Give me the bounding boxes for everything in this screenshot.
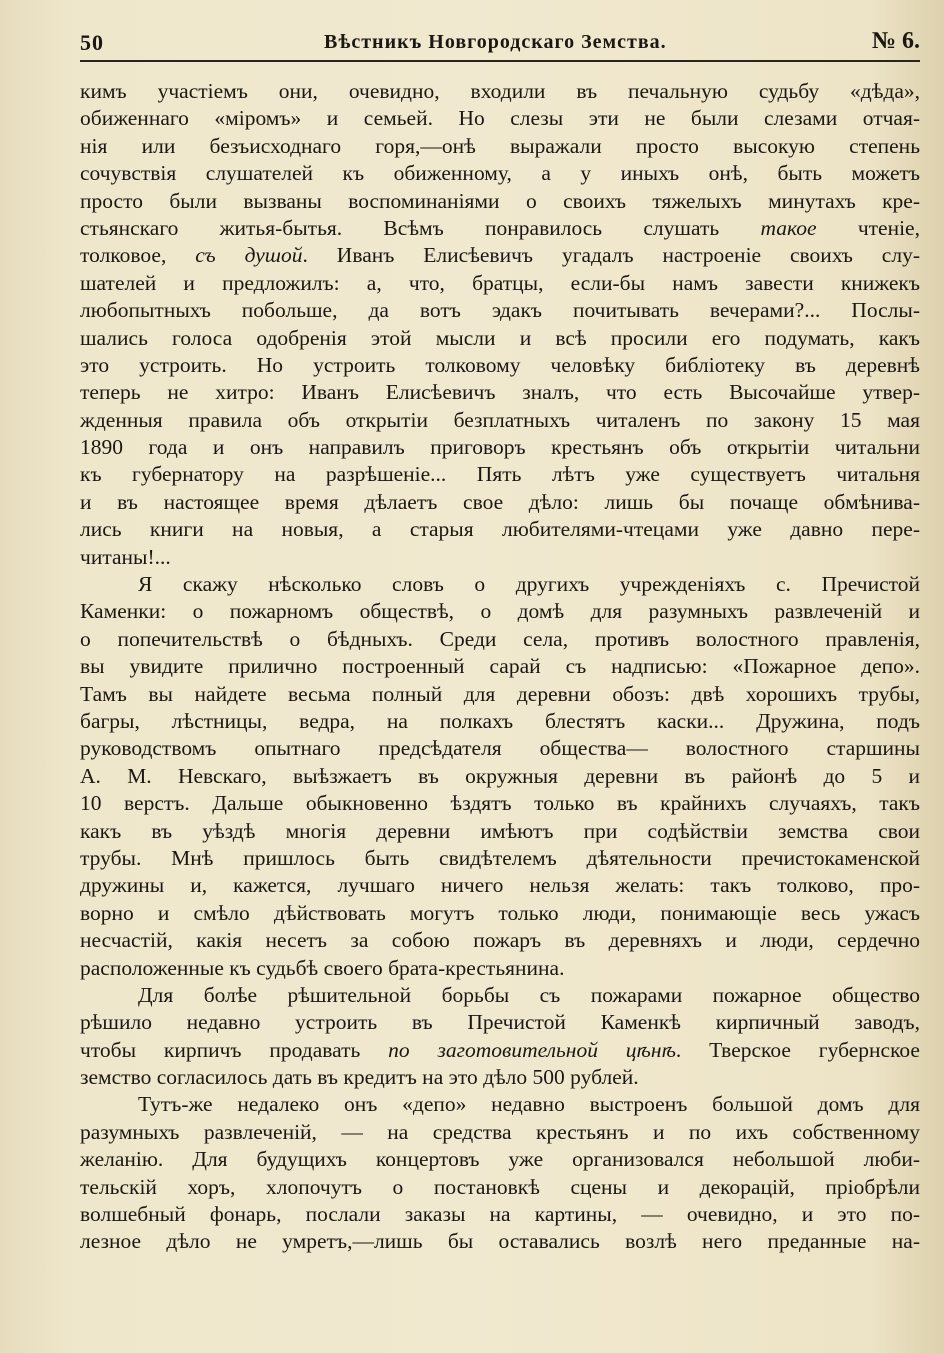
text-line: руководствомъ опытнаго предсѣдателя общества— волостного старшины [80, 736, 920, 761]
text-line: Я скажу нѣсколько словъ о другихъ учрежденіяхъ с. Пречистой [138, 572, 920, 597]
text-line: трубы. Мнѣ пришлось быть свидѣтелемъ дѣятельности пречистокаменской [80, 845, 920, 870]
page-number: 50 [80, 30, 104, 55]
issue-number: № 6. [871, 28, 920, 54]
running-header [80, 26, 920, 60]
text-line: вы увидите прилично построенный сарай съ надписью: «Пожарное депо». [80, 654, 920, 679]
text-line: теперь не хитро: Иванъ Елисѣевичъ зналъ, что есть Высочайше утвер- [80, 380, 920, 405]
text-line: чтобы кирпичъ продавать по заготовительной цѣнѣ. Тверское губернское [80, 1037, 920, 1062]
text-line: это устроить. Но устроить толковому человѣку библіотеку въ деревнѣ [80, 352, 920, 377]
text-line: разумныхъ развлеченій, — на средства крестьянъ и по ихъ собственному [80, 1119, 920, 1144]
text-line: толковое, съ душой. Иванъ Елисѣевичъ угадалъ настроеніе своихъ слу- [80, 243, 920, 268]
text-line: желанію. Для будущихъ концертовъ уже организовался небольшой люби- [80, 1147, 920, 1172]
text-line: Тамъ вы найдете весьма полный для деревни обозъ: двѣ хорошихъ трубы, [80, 681, 920, 706]
text-line: расположенные къ судьбѣ своего брата-крестьянина. [80, 955, 565, 980]
text-line: какъ въ уѣздѣ многія деревни имѣютъ при содѣйствіи земства свои [80, 818, 920, 843]
text-line: обиженнаго «міромъ» и семьей. Но слезы эти не были слезами отчая- [80, 106, 920, 131]
text-line: читаны!... [80, 544, 171, 569]
text-line: любопытныхъ побольше, да вотъ эдакъ почитывать вечерами?... Послы- [80, 298, 920, 323]
italic-phrase: такое [760, 215, 817, 240]
text-line: рѣшило недавно устроить въ Пречистой Каменкѣ кирпичный заводъ, [80, 1010, 920, 1035]
text-line: тельскій хоръ, хлопочутъ о постановкѣ сцены и декорацій, пріобрѣли [80, 1174, 920, 1199]
text-line: о попечительствѣ о бѣдныхъ. Среди села, противъ волостного правленія, [80, 626, 920, 651]
text-line: Каменки: о пожарномъ обществѣ, о домѣ для разумныхъ развлеченій и [80, 599, 920, 624]
header-rule [80, 60, 920, 62]
text-line: Тутъ-же недалеко онъ «депо» недавно выстроенъ большой домъ для [138, 1092, 920, 1117]
text-line: Для болѣе рѣшительной борьбы съ пожарами пожарное общество [138, 982, 920, 1007]
text-line: стьянскаго житья-бытья. Всѣмъ понравилось слушать такое чтеніе, [80, 215, 920, 240]
text-line: 1890 года и онъ направилъ приговоръ крестьянъ объ открытіи читальни [80, 435, 920, 460]
text-line: лезное дѣло не умретъ,—лишь бы оставались возлѣ него преданные на- [80, 1229, 920, 1254]
text-line: шателей и предложилъ: а, что, братцы, если-бы намъ завести книжекъ [80, 270, 920, 295]
text-line: къ губернатору на разрѣшеніе... Пять лѣтъ уже существуетъ читальня [80, 462, 920, 487]
text-line: багры, лѣстницы, ведра, на полкахъ блестятъ каски... Дружина, подъ [80, 708, 920, 733]
text-line: кимъ участіемъ они, очевидно, входили въ печальную судьбу «дѣда», [80, 79, 920, 103]
text-line: волшебный фонарь, послали заказы на картины, — очевидно, и это по- [80, 1202, 920, 1227]
text-line: дружины и, кажется, лучшаго ничего нельзя желать: такъ толково, про- [80, 873, 920, 898]
italic-phrase: съ душой [195, 243, 303, 268]
text-line: ворно и смѣло дѣйствовать могутъ только люди, понимающіе весь ужасъ [80, 900, 920, 925]
text-line: нія или безъисходнаго горя,—онѣ выражали просто высокую степень [80, 133, 920, 158]
text-line: земство согласилось дать въ кредитъ на это дѣло 500 рублей. [80, 1065, 639, 1090]
italic-phrase: по заготовительной цѣнѣ [388, 1037, 676, 1062]
text-line: А. М. Невскаго, выѣзжаетъ въ окружныя деревни въ районѣ до 5 и [80, 763, 920, 788]
text-line: шались голоса одобренія этой мысли и всѣ просили его подумать, какъ [80, 325, 920, 350]
text-line: и въ настоящее время дѣлаетъ свое дѣло: лишь бы почаще обмѣнива- [80, 489, 920, 514]
text-line: просто были вызваны воспоминаніями о своихъ тяжелыхъ минутахъ кре- [80, 188, 920, 213]
article-body [80, 78, 920, 1256]
journal-title: Вѣстникъ Новгородскаго Земства. [324, 31, 667, 53]
text-line: лись книги на новыя, а старыя любителями-чтецами уже давно пере- [80, 517, 920, 542]
text-line: сочувствія слушателей къ обиженному, а у иныхъ онѣ, быть можетъ [80, 161, 920, 186]
text-line: жденныя правила объ открытіи безплатныхъ читаленъ по закону 15 мая [80, 407, 920, 432]
text-line: 10 верстъ. Дальше обыкновенно ѣздятъ только въ крайнихъ случаяхъ, такъ [80, 791, 920, 816]
text-line: несчастій, какія несетъ за собою пожаръ въ деревняхъ и люди, сердечно [80, 928, 920, 953]
